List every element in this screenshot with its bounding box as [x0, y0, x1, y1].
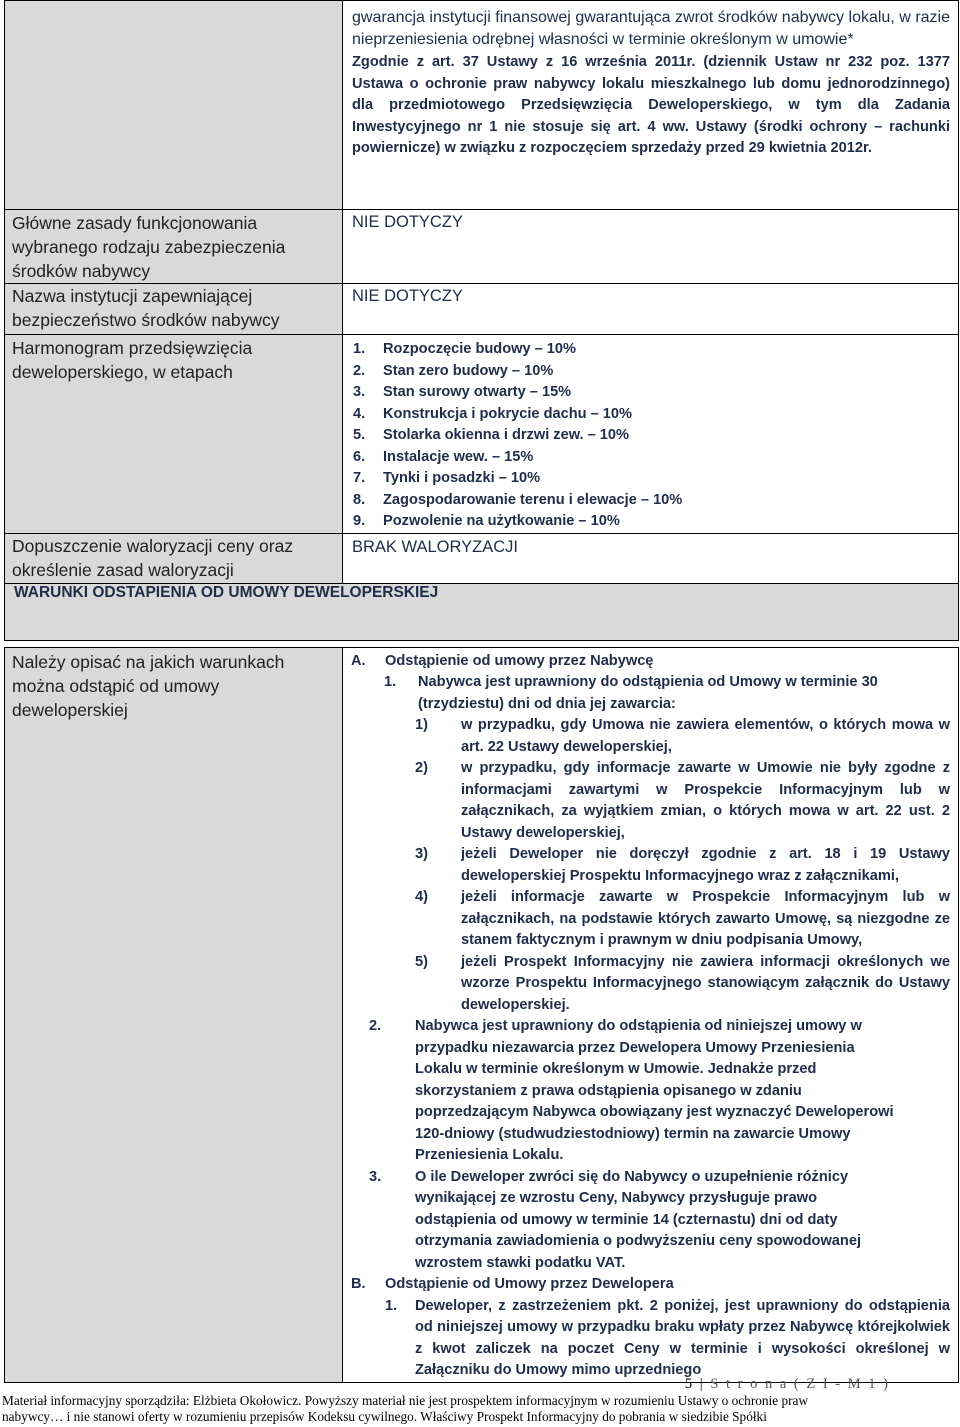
list-item: 3. O ile Deweloper zwróci się do Nabywcy o uzupełnienie różnicy wynikającej ze wzrostu Ceny, Nabywcy przysługuje prawo odstąpienia od umowy w terminie 14 (czternastu) dni od daty otrzymania zawiadomienia o podwyższeniu ceny spowodowanej wzrostem stawki podatku VAT. — [369, 1168, 862, 1271]
table-row — [5, 210, 959, 284]
prospectus-table-withdrawal — [4, 647, 959, 1383]
label-security-rules: Główne zasady funkcjonowania wybranego rodzaju zabezpieczenia środków nabywcy — [12, 213, 286, 281]
row-value — [343, 533, 959, 583]
page-number: 5 | S t r o n a ( Z I - M 1 ) — [684, 1376, 890, 1392]
list-item: 2. Stan zero budowy – 10% — [353, 362, 554, 379]
withdrawal-content — [343, 648, 958, 1382]
label-schedule: Harmonogram przedsięwzięcia deweloperskiego, w etapach — [12, 338, 253, 382]
list-item: 3. Stan surowy otwarty – 15% — [353, 384, 572, 400]
section-b-heading: B. Odstąpienie od Umowy przez Dewelopera — [351, 1276, 674, 1292]
art37-note: Zgodnie z art. 37 Ustawy z 16 września 2011r. (dziennik Ustaw nr 232 poz. 1377 Ustawa o ochronie praw nabywcy lokalu mieszkalnego lub domu jednorodzinnego) dla przedmiotowego Przedsięwzięcia Deweloperskiego, w tym dla Zadania Inwestycyjnego nr 1 nie stosuje się art. 4 ww. Ustawy (środki ochrony – rachunki powiernicze) w związku z rozpoczęciem sprzedaży przed 29 kwietnia 2012r. — [352, 54, 950, 156]
value-no-valorization: BRAK WALORYZACJI — [352, 537, 518, 556]
footer-disclaimer-line-1: Materiał informacyjny sporządziła: Elżbieta Okołowicz. Powyższy materiał nie jest prospektem informacyjnym w rozumieniu Ustawy o ochronie praw — [2, 1393, 809, 1408]
row-label — [5, 533, 343, 583]
label-valorization: Dopuszczenie waloryzacji ceny oraz określenie zasad waloryzacji — [12, 535, 294, 580]
list-item: 1. Rozpoczęcie budowy – 10% — [353, 341, 577, 357]
table-row — [5, 335, 959, 534]
document-page — [4, 0, 959, 1383]
row-label — [5, 335, 343, 534]
row-value — [343, 210, 959, 284]
list-item: 4) jeżeli informacje zawarte w Prospekcie Informacyjnym lub w załącznikach, na podstawie których zawarto Umowę, są niezgodne ze stanem faktycznym i prawnym w dniu podpisania Umowy, — [415, 889, 950, 948]
table-row — [5, 583, 959, 640]
row-label — [5, 210, 343, 284]
row-label-empty — [5, 1, 343, 210]
list-item: 1. Nabywca jest uprawniony do odstąpienia od Umowy w terminie 30 (trzydziestu) dni od dnia jej zawarcia: — [384, 674, 878, 712]
list-item: 6. Instalacje wew. – 15% — [353, 448, 534, 465]
prospectus-table-top — [4, 0, 959, 641]
footer-disclaimer-line-2: nabywcy… i nie stanowi oferty w rozumieniu przepisów Kodeksu cywilnego. Właściwy Prospekt Informacyjny do pobrania w siedzibie Spółki — [2, 1409, 767, 1424]
table-row — [5, 533, 959, 583]
table-row — [5, 284, 959, 335]
list-item: 9. Pozwolenie na użytkowanie – 10% — [353, 513, 620, 529]
label-withdrawal: Należy opisać na jakich warunkach można odstąpić od umowy deweloperskiej — [12, 651, 285, 720]
list-item: 8. Zagospodarowanie terenu i elewacje – 10% — [353, 491, 683, 508]
row-label — [5, 647, 343, 1382]
list-item: 3) jeżeli Deweloper nie doręczył zgodnie z art. 18 i 19 Ustawy deweloperskiej Prospektu Informacyjnego wraz z załącznikami, — [415, 846, 950, 884]
list-item: 2) w przypadku, gdy informacje zawarte w Umowie nie były zgodne z informacjami zawartymi w Prospekcie Informacyjnym lub w załącznikach, za wyjątkiem zmian, o których mowa w art. 22 ust. 2 Ustawy deweloperskiej, — [415, 760, 950, 841]
list-item: 1) w przypadku, gdy Umowa nie zawiera elementów, o których mowa w art. 22 Ustawy deweloperskiej, — [415, 717, 950, 755]
list-item: 5. Stolarka okienna i drzwi zew. – 10% — [353, 427, 630, 443]
list-item: 4. Konstrukcja i pokrycie dachu – 10% — [353, 405, 632, 422]
label-institution: Nazwa instytucji zapewniającej bezpieczeństwo środków nabywcy — [12, 286, 280, 330]
value-not-applicable-1: NIE DOTYCZY — [352, 213, 463, 231]
row-value — [343, 647, 959, 1382]
list-item: 7. Tynki i posadzki – 10% — [353, 470, 541, 486]
row-label — [5, 284, 343, 335]
list-item: 1. Deweloper, z zastrzeżeniem pkt. 2 poniżej, jest uprawniony do odstąpienia od niniejszej umowy w przypadku braku wpłaty przez Nabywcę którejkolwiek z kwot zaliczek na poczet Ceny w terminie i wysokości określonej w Załączniku do Umowy mimo uprzedniego — [385, 1297, 950, 1378]
schedule-list — [343, 335, 958, 533]
section-a-heading: A. Odstąpienie od umowy przez Nabywcę — [351, 652, 654, 669]
row-value — [343, 335, 959, 534]
guarantee-text: gwarancja instytucji finansowej gwarantująca zwrot środków nabywcy lokalu, w razie nieprzeniesienia odrębnej własności w terminie określonym w umowie* — [352, 9, 950, 48]
list-item: 2. Nabywca jest uprawniony do odstąpienia od niniejszej umowy w przypadku niezawarcia przez Dewelopera Umowy Przeniesienia Lokalu w terminie określonym w Umowie. Jednakże przed skorzystaniem z prawa odstąpienia opisanego w zdaniu poprzedzającym Nabywca obowiązany jest wyznaczyć Deweloperowi 120-dniowy (studwudziestodniowy) termin na zawarcie Umowy Przeniesienia Lokalu. — [369, 1018, 894, 1163]
table-row — [5, 1, 959, 210]
section-heading: WARUNKI ODSTAPIENIA OD UMOWY DEWELOPERSKIEJ — [14, 583, 439, 601]
row-value-guarantee — [343, 1, 959, 210]
table-row — [5, 647, 959, 1382]
list-item: 5) jeżeli Prospekt Informacyjny nie zawiera informacji określonych we wzorze Prospektu Informacyjnego stanowiącym załącznik do Ustawy deweloperskiej. — [415, 953, 950, 1013]
section-heading-cell — [5, 583, 959, 640]
value-not-applicable-2: NIE DOTYCZY — [352, 287, 463, 305]
row-value — [343, 284, 959, 335]
